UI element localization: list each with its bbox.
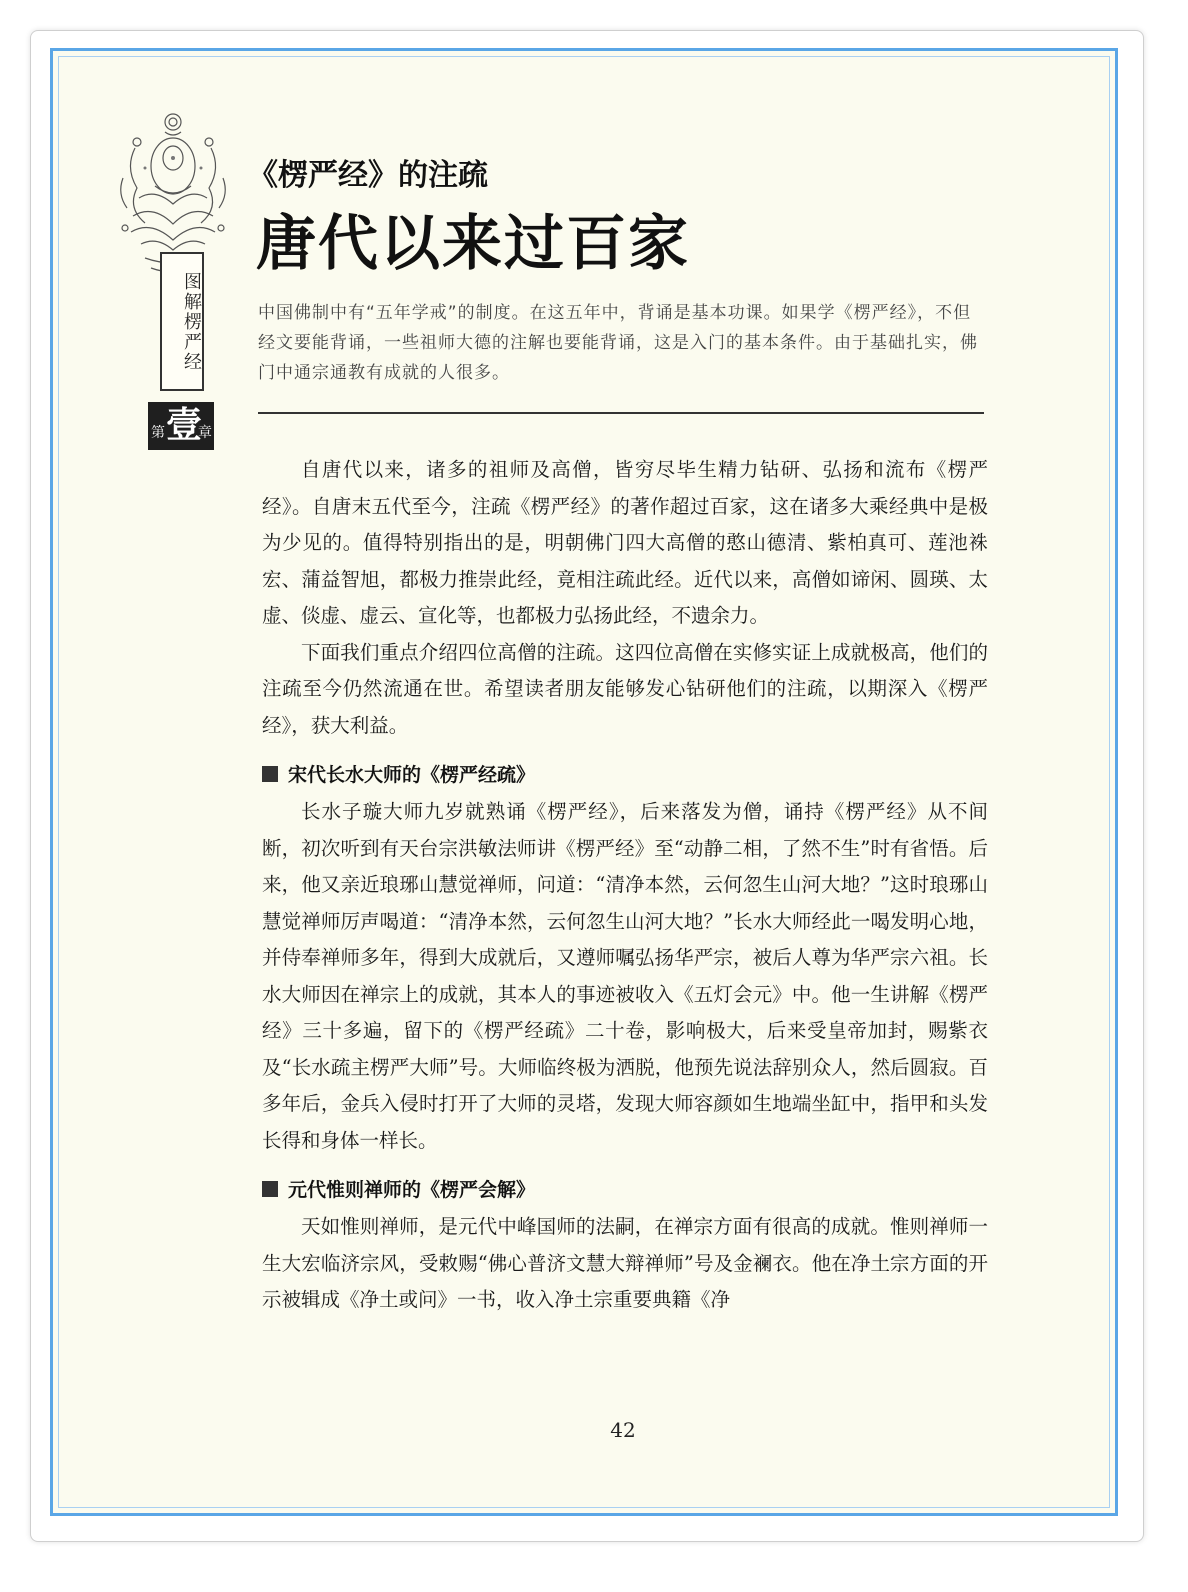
body-paragraph: 天如惟则禅师，是元代中峰国师的法嗣，在禅宗方面有很高的成就。惟则禅师一生大宏临济宗风，受敕赐“佛心普济文慧大辩禅师”号及金襕衣。他在净土宗方面的开示被辑成《净土或问》一书，收入净土宗重要典籍《净 bbox=[262, 1215, 988, 1311]
page-number: 42 bbox=[610, 1418, 636, 1442]
section-title: 唐代以来过百家 bbox=[256, 209, 690, 279]
square-bullet-icon bbox=[262, 1181, 278, 1197]
divider-rule bbox=[258, 412, 984, 414]
main-body-text bbox=[262, 452, 988, 1319]
body-paragraph: 下面我们重点介绍四位高僧的注疏。这四位高僧在实修实证上成就极高，他们的注疏至今仍然流通在世。希望读者朋友能够发心钻研他们的注疏，以期深入《楞严经》，获大利益。 bbox=[262, 640, 988, 737]
intro-summary: 中国佛制中有“五年学戒”的制度。在这五年中，背诵是基本功课。如果学《楞严经》，不但经文要能背诵，一些祖师大德的注解也要能背诵，这是入门的基本条件。由于基础扎实，佛门中通宗通教有成就的人很多。 bbox=[258, 303, 978, 383]
chapter-suffix: 章 bbox=[198, 425, 212, 441]
chapter-number: 壹 bbox=[166, 405, 203, 446]
square-bullet-icon bbox=[262, 766, 278, 782]
section-heading bbox=[262, 1173, 988, 1207]
section-subtitle: 《楞严经》的注疏 bbox=[248, 158, 488, 193]
body-paragraph: 长水子璇大师九岁就熟诵《楞严经》，后来落发为僧，诵持《楞严经》从不间断，初次听到有天台宗洪敏法师讲《楞严经》至“动静二相，了然不生”时有省悟。后来，他又亲近琅琊山慧觉禅师，问道：“清净本然，云何忽生山河大地？”这时琅琊山慧觉禅师厉声喝道：“清净本然，云何忽生山河大地？”长水大师经此一喝发明心地，并侍奉禅师多年，得到大成就后，又遵师嘱弘扬华严宗，被后人尊为华严宗六祖。长水大师因在禅宗上的成就，其本人的事迹被收入《五灯会元》中。他一生讲解《楞严经》三十多遍，留下的《楞严经疏》二十卷，影响极大，后来受皇帝加封，赐紫衣及“长水疏主楞严大师”号。大师临终极为洒脱，他预先说法辞别众人，然后圆寂。百多年后，金兵入侵时打开了大师的灵塔，发现大师容颜如生地端坐缸中，指甲和头发长得和身体一样长。 bbox=[262, 800, 988, 1152]
chapter-badge bbox=[148, 402, 214, 450]
book-title-label: 图解楞严经 bbox=[181, 272, 202, 372]
book-title-label-box bbox=[160, 252, 204, 391]
body-paragraph: 自唐代以来，诸多的祖师及高僧，皆穷尽毕生精力钻研、弘扬和流布《楞严经》。自唐末五代至今，注疏《楞严经》的著作超过百家，这在诸多大乘经典中是极为少见的。值得特别指出的是，明朝佛门四大高僧的憨山德清、紫柏真可、莲池袾宏、蒲益智旭，都极力推崇此经，竟相注疏此经。近代以来，高僧如谛闲、圆瑛、太虚、倓虚、虚云、宣化等，也都极力弘扬此经，不遗余力。 bbox=[262, 458, 988, 627]
section-heading bbox=[262, 758, 988, 792]
section-heading-text: 宋代长水大师的《楞严经疏》 bbox=[288, 764, 536, 786]
section-heading-text: 元代惟则禅师的《楞严会解》 bbox=[288, 1179, 536, 1201]
chapter-prefix: 第 bbox=[151, 425, 165, 441]
